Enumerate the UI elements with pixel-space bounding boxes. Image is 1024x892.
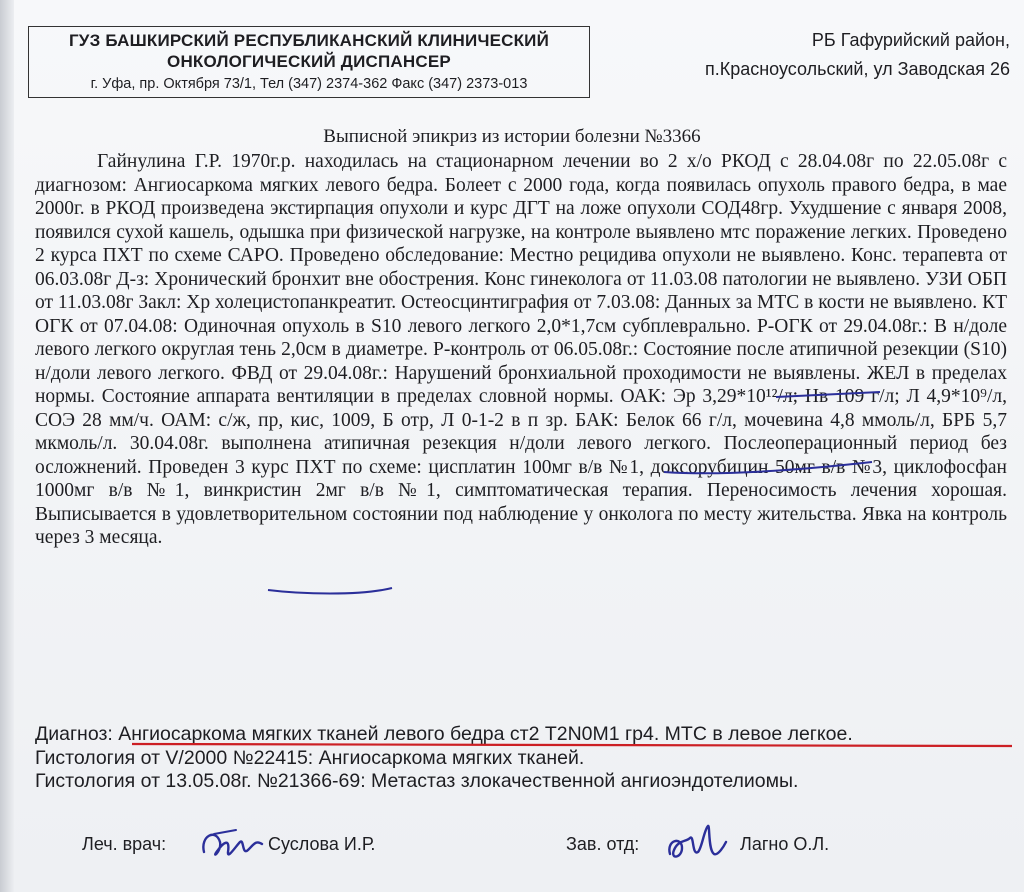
doctor-name: Суслова И.Р. [268, 834, 376, 854]
histology-line-1: Гистология от V/2000 №22415: Ангиосаркома мягких тканей. [35, 746, 585, 769]
doctor-label: Леч. врач: [82, 834, 167, 854]
signature-row [0, 830, 1024, 860]
institution-name-line1: ГУЗ БАШКИРСКИЙ РЕСПУБЛИКАНСКИЙ КЛИНИЧЕСКИЙ [68, 31, 550, 50]
location-line1: РБ Гафурийский район, [811, 30, 1010, 50]
doctor-signature [196, 822, 268, 868]
location-line2: п.Красноусольский, ул Заводская 26 [704, 59, 1010, 79]
head-name: Лагно О.Л. [740, 834, 830, 854]
institution-name-line2: ОНКОЛОГИЧЕСКИЙ ДИСПАНСЕР [167, 52, 451, 71]
diagnosis-text: Ангиосаркома мягких тканей левого бедра ст2 T2N0M1 гр4. МТС в левое легкое. [118, 723, 853, 745]
document-title: Выписной эпикриз из истории болезни №3366 [323, 126, 701, 147]
diagnosis-label: Диагноз: [35, 723, 113, 745]
diagnosis-block [35, 723, 1015, 794]
epicrisis-paragraph: Гайнулина Г.Р. 1970г.р. находилась на стационарном лечении во 2 х/о РКОД с 28.04.08г по 22.05.08г с диагнозом: Ангиосаркома мягких левого бедра. Болеет с 2000 года, когда появилась опухоль правого бедра, в мае 2000г. в РКОД произведена экстирпация опухоли и курс ДГТ на ложе опухоли СОД48гр. Ухудшение с января 2008, появился сухой кашель, одышка при физической нагрузке, на контроле выявлено мтс поражение легких. Проведено 2 курса ПХТ по схеме САРО. Проведено обследование: Местно рецидива опухоли не выявлено. Конс. терапевта от 06.03.08г Д-з: Хронический бронхит вне обострения. Конс гинеколога от 11.03.08 патологии не выявлено. УЗИ ОБП от 11.03.08г Закл: Хр холецистопанкреатит. Остеосцинтиграфия от 7.03.08: Данных за МТС в кости не выявлено. КТ ОГК от 07.04.08: Одиночная опухоль в S10 левого легкого 2,0*1,7см субплеврально. Р-ОГК от 29.04.08г.: В н/доле левого легкого округлая тень 2,0см в диаметре. Р-контроль от 06.05.08г.: Состояние после атипичной резекции (S10) н/доли левого легкого. ФВД от 29.04.08г.: Нарушений бронхиальной проходимости не выявлены. ЖЕЛ в пределах нормы. Состояние аппарата вентиляции в пределах словной нормы. ОАК: Эр 3,29*10¹²/л; Нв 109 г/л; Л 4,9*10⁹/л, СОЭ 28 мм/ч. ОАМ: с/ж, пр, кис, 1009, Б отр, Л 0-1-2 в п зр. БАК: Белок 66 г/л, мочевина 4,8 ммоль/л, БРБ 5,7 мкмоль/л. 30.04.08г. выполнена атипичная резекция н/доли левого легкого. Послеоперационный период без осложнений. Проведен 3 курс ПХТ по схеме: цисплатин 100мг в/в №1, доксорубицин 50мг в/в №3, циклофосфан 1000мг в/в №1, винкристин 2мг в/в №1, симптоматическая терапия. Переносимость лечения хорошая. Выписывается в удовлетворительном состоянии под наблюдение у онколога по месту жительства. Явка на контроль через 3 месяца. [35, 151, 1007, 548]
institution-address: г. Уфа, пр. Октября 73/1, Тел (347) 2374-362 Факс (347) 2373-013 [90, 76, 528, 92]
histology-line-2: Гистология от 13.05.08г. №21366-69: Метастаз злокачественной ангиоэндотелиомы. [35, 770, 799, 792]
diagnosis-line [35, 723, 1015, 747]
head-label: Зав. отд: [566, 834, 640, 854]
head-signature [664, 820, 730, 868]
institution-header-box [28, 26, 590, 98]
epicrisis-body [35, 150, 1007, 550]
patient-location [610, 26, 1010, 84]
underline-resection-date [268, 588, 392, 594]
